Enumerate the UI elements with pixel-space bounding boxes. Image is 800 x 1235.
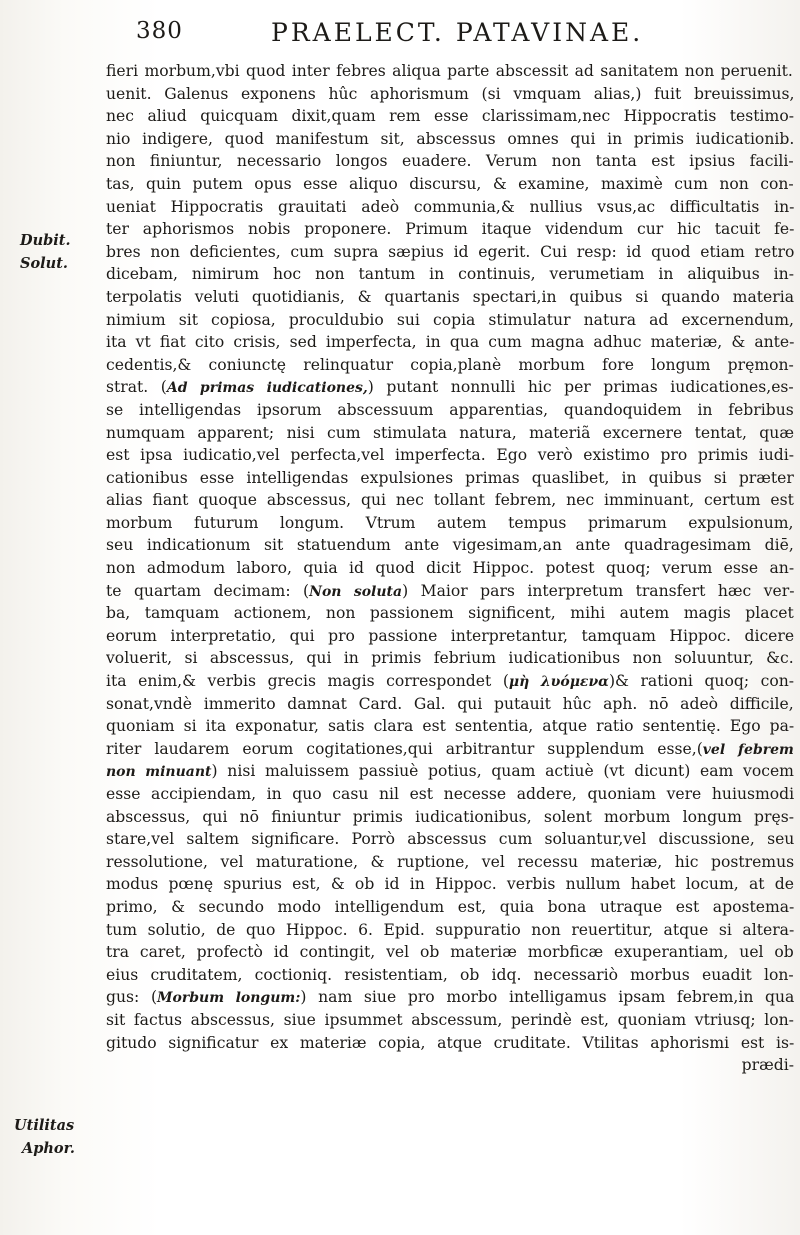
line-text: ) nam siue pro morbo intelligamus ipsam febrem,in qua <box>300 988 794 1007</box>
line-text: esse accipiendam, in quo casu nil est necesse addere, quoniam vere huiusmodi <box>106 785 794 803</box>
text-line <box>106 173 794 196</box>
line-text: quoniam si ita exponatur, satis clara est sententia, atque ratio sententię. Ego pa- <box>106 717 794 736</box>
text-line <box>106 286 794 309</box>
line-text: riter laudarem eorum cogitationes,qui arbitrantur supplendum esse,( <box>106 739 703 758</box>
line-text: fieri morbum,vbi quod inter febres aliqua parte abscessit ad sanitatem non peruenit. <box>106 62 793 80</box>
text-line <box>106 693 794 716</box>
text-line <box>106 715 794 738</box>
text-line <box>106 150 794 173</box>
line-text: dicebam, nimirum hoc non tantum in continuis, verumetiam in aliquibus in- <box>106 265 794 284</box>
text-line <box>106 602 794 625</box>
text-line <box>106 1032 794 1055</box>
line-text: se intelligendas ipsorum abscessuum apparentias, quandoquidem in febribus <box>106 400 794 419</box>
margin-note-solut: Solut. <box>20 255 68 272</box>
margin-note-dubit: Dubit. <box>20 232 71 249</box>
line-text: morbum futurum longum. Vtrum autem tempus primarum expulsionum, <box>106 513 794 532</box>
text-line <box>106 647 794 670</box>
line-text: ba, tamquam actionem, non passionem significent, mihi autem magis placet <box>106 604 794 623</box>
line-text: modus pœnę spurius est, & ob id in Hippoc. verbis nullum habet locum, at de <box>106 875 794 894</box>
text-line <box>106 557 794 580</box>
line-text: bres non deficientes, cum supra sæpius id egerit. Cui resp: id quod etiam retro <box>106 242 794 261</box>
line-text: numquam apparent; nisi cum stimulata natura, materiã excernere tentat, quæ <box>106 423 794 442</box>
line-text: terpolatis veluti quotidianis, & quartanis spectari,in quibus si quando materia <box>106 287 794 306</box>
text-line <box>106 534 794 557</box>
line-text: primo, & secundo modo intelligendum est, quia bona utraque est apostema- <box>106 897 794 916</box>
margin-note-aphor: Aphor. <box>22 1140 75 1157</box>
lemma-italic: Morbum longum: <box>157 990 301 1007</box>
text-line <box>106 783 794 806</box>
text-line <box>106 625 794 648</box>
line-text: tum solutio, de quo Hippoc. 6. Epid. suppuratio non reuertitur, atque si altera- <box>106 920 794 939</box>
text-line <box>106 83 794 106</box>
lemma-italic: vel febrem <box>702 741 794 758</box>
line-text: strat. ( <box>106 378 167 397</box>
text-line <box>106 128 794 151</box>
line-text: eius cruditatem, coctioniq. resistentiam, ob idq. necessariò morbus euadit lon- <box>106 965 794 984</box>
line-text: ) putant nonnulli hic per primas iudicationes,es- <box>367 378 794 397</box>
line-text: stare,vel saltem significare. Porrò abscessus cum soluantur,vel discussione, seu <box>106 830 794 849</box>
line-text: nio indigere, quod manifestum sit, abscessus omnes qui in primis iudicationib. <box>106 129 794 148</box>
text-line <box>106 670 794 693</box>
line-text: non finiuntur, necessario longos euadere. Verum non tanta est ipsius facili- <box>106 152 794 171</box>
line-text: ) nisi maluissem passiuè potius, quam actiuè (vt dicunt) eam vocem <box>211 762 794 781</box>
line-text: alias fiant quoque abscessus, qui nec tollant febrem, nec imminuant, certum est <box>106 491 794 510</box>
text-line <box>106 354 794 377</box>
line-text: )& rationi quoq; con- <box>608 672 794 691</box>
text-line <box>106 422 794 445</box>
text-line <box>106 941 794 964</box>
line-text: ita enim,& verbis grecis magis correspondet ( <box>106 672 509 691</box>
text-line <box>106 964 794 987</box>
lemma-italic: μὴ λυόμενα <box>508 674 609 691</box>
text-line <box>106 105 794 128</box>
body-text <box>106 60 794 1077</box>
text-line <box>106 828 794 851</box>
line-text: sit factus abscessus, siue ipsummet abscessum, perindè est, quoniam vtriusq; lon- <box>106 1010 794 1029</box>
line-text: gus: ( <box>106 988 158 1007</box>
text-line <box>106 444 794 467</box>
text-line <box>106 580 794 603</box>
line-text: cedentis,& coniunctę relinquatur copia,planè morbum fore longum pręmon- <box>106 355 794 374</box>
text-line <box>106 1054 794 1077</box>
text-line <box>106 738 794 761</box>
lemma-italic: Ad primas iudicationes, <box>166 380 368 397</box>
text-line <box>106 196 794 219</box>
text-line <box>106 873 794 896</box>
running-head: PRAELECT. PATAVINAE. <box>271 18 644 47</box>
page-header <box>136 18 776 52</box>
line-text: ressolutione, vel maturatione, & ruptione, vel recessu materiæ, hic postremus <box>106 852 794 871</box>
line-text: ueniat Hippocratis grauitati adeò communia,& nullius vsus,ac difficultatis in- <box>106 197 794 216</box>
text-line <box>106 896 794 919</box>
line-text: ita vt fiat cito crisis, sed imperfecta, in qua cum magna adhuc materiæ, & ante- <box>106 333 794 352</box>
line-text: prædi- <box>741 1056 794 1075</box>
line-text: te quartam decimam: ( <box>106 581 310 600</box>
text-line <box>106 376 794 399</box>
lemma-italic: Non soluta <box>309 583 403 600</box>
line-text: gitudo significatur ex materiæ copia, atque cruditate. Vtilitas aphorismi est is- <box>106 1033 794 1052</box>
line-text: abscessus, qui nō finiuntur primis iudicationibus, solent morbum longum pręs- <box>106 807 794 826</box>
line-text: voluerit, si abscessus, qui in primis febrium iudicationibus non soluuntur, &c. <box>106 649 794 668</box>
text-line <box>106 1009 794 1032</box>
text-line <box>106 218 794 241</box>
text-line <box>106 489 794 512</box>
line-text: est ipsa iudicatio,vel perfecta,vel imperfecta. Ego verò existimo pro primis iudi- <box>106 446 794 465</box>
line-text: non admodum laboro, quia id quod dicit Hippoc. potest quoq; verum esse an- <box>106 559 794 578</box>
margin-note-utilitas: Utilitas <box>14 1117 75 1134</box>
page-number: 380 <box>136 18 183 44</box>
text-line <box>106 60 794 83</box>
text-line <box>106 760 794 783</box>
line-text: nimium sit copiosa, proculdubio sui copia stimulatur natura ad excernendum, <box>106 310 794 329</box>
text-line <box>106 919 794 942</box>
line-text: tas, quin putem opus esse aliquo discursu, & examine, maximè cum non con- <box>106 174 794 193</box>
lemma-italic: non minuant <box>106 764 212 781</box>
text-line <box>106 263 794 286</box>
text-line <box>106 806 794 829</box>
text-line <box>106 986 794 1009</box>
text-line <box>106 512 794 535</box>
text-line <box>106 851 794 874</box>
line-text: cationibus esse intelligendas expulsiones primas quaslibet, in quibus si præter <box>106 468 794 487</box>
text-line <box>106 241 794 264</box>
text-line <box>106 467 794 490</box>
line-text: eorum interpretatio, qui pro passione interpretantur, tamquam Hippoc. dicere <box>106 626 794 645</box>
line-text: tra caret, profectò id contingit, vel ob materiæ morbficæ exuperantiam, uel ob <box>106 943 794 962</box>
line-text: uenit. Galenus exponens hûc aphorismum (si vmquam alias,) fuit breuissimus, <box>106 84 794 103</box>
line-text: ter aphorismos nobis proponere. Primum itaque videndum cur hic tacuit fe- <box>106 220 794 239</box>
line-text: ) Maior pars interpretum transfert hæc ver- <box>402 581 794 600</box>
text-line <box>106 399 794 422</box>
line-text: nec aliud quicquam dixit,quam rem esse clarissimam,nec Hippocratis testimo- <box>106 107 794 126</box>
line-text: sonat,vndè immerito damnat Card. Gal. qui putauit hûc aph. nō adeò difficile, <box>106 694 794 713</box>
line-text: seu indicationum sit statuendum ante vigesimam,an ante quadragesimam diē, <box>106 536 794 555</box>
text-line <box>106 309 794 332</box>
text-line <box>106 331 794 354</box>
